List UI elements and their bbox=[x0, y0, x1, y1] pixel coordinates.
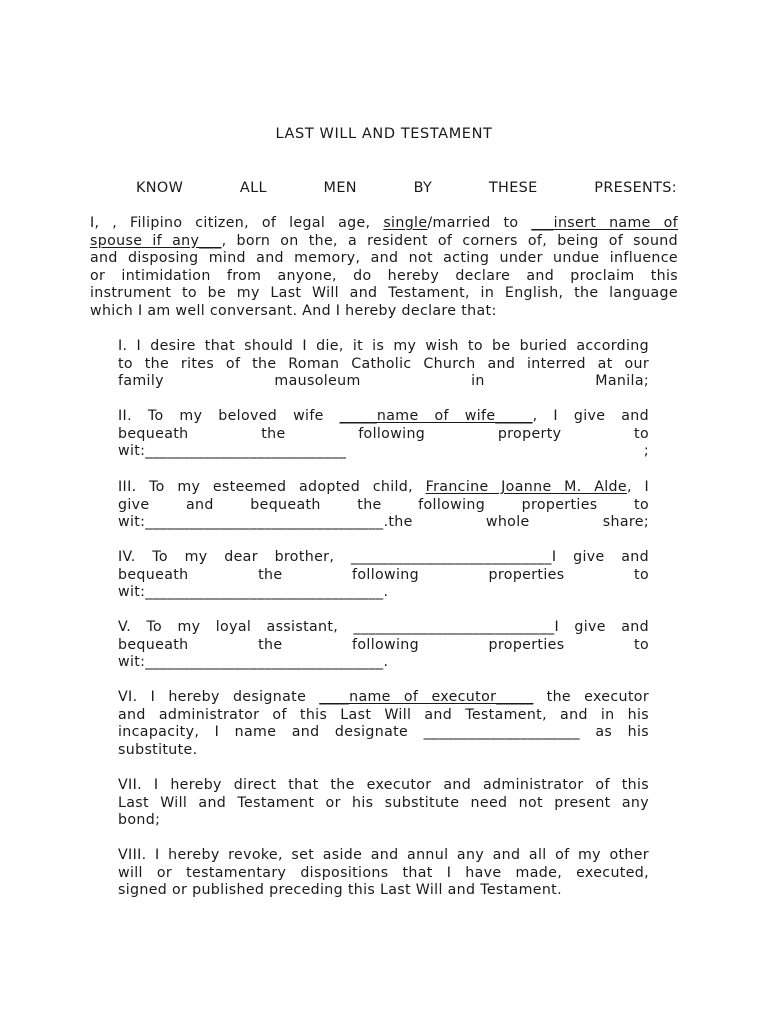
text-run: II. To my beloved wife bbox=[118, 408, 340, 424]
clause-line bbox=[118, 689, 649, 707]
text-run: III. To my esteemed adopted child, bbox=[118, 479, 426, 495]
clause-line: VII. I hereby direct that the executor and administrator of this bbox=[118, 777, 649, 793]
clause-line: wit:________________________________. bbox=[118, 584, 389, 601]
clause-line: to the rites of the Roman Catholic Church and interred at our bbox=[118, 355, 649, 372]
intro-line: and disposing mind and memory, and not acting under undue influence bbox=[90, 250, 678, 267]
text-run: the executor bbox=[533, 689, 649, 705]
text-run: VI. I hereby designate bbox=[118, 689, 320, 705]
kaml-word: BY bbox=[413, 180, 433, 196]
kaml-word: THESE bbox=[488, 180, 538, 196]
kaml-word: PRESENTS: bbox=[594, 180, 677, 196]
clause-line: wit:________________________________.the whole share; bbox=[118, 514, 649, 531]
text-run: I, , Filipino citizen, of legal age, bbox=[90, 215, 384, 231]
intro-line bbox=[90, 215, 678, 233]
clause-line bbox=[118, 479, 649, 497]
document-title: LAST WILL AND TESTAMENT bbox=[275, 126, 493, 142]
clause-line: wit:___________________________ ; bbox=[118, 443, 649, 460]
clause-line: I. I desire that should I die, it is my wish to be buried according bbox=[118, 338, 649, 354]
clause-1 bbox=[118, 338, 649, 391]
text-run: single bbox=[383, 215, 428, 231]
clause-line: IV. To my dear brother, ___________________________I give and bbox=[118, 549, 649, 565]
clause-line: Last Will and Testament or his substitute need not present any bbox=[118, 794, 649, 811]
clause-line: V. To my loyal assistant, ___________________________I give and bbox=[118, 619, 649, 635]
clause-line: bequeath the following properties to bbox=[118, 566, 649, 583]
text-run: spouse if any___ bbox=[90, 232, 222, 249]
clause-line bbox=[118, 408, 649, 426]
clause-line: family mausoleum in Manila; bbox=[118, 373, 649, 390]
clause-line: and administrator of this Last Will and Testament, and in his bbox=[118, 706, 649, 723]
clause-7 bbox=[118, 777, 649, 830]
clause-line: bequeath the following properties to bbox=[118, 636, 649, 653]
clause-line: will or testamentary dispositions that I have made, executed, bbox=[118, 864, 649, 881]
kaml-word: ALL bbox=[239, 180, 267, 196]
text-run: , I bbox=[626, 479, 649, 495]
text-run: , I give and bbox=[532, 408, 649, 424]
text-run: /married to bbox=[427, 215, 532, 231]
clause-line: bequeath the following property to bbox=[118, 425, 649, 442]
clause-line: signed or published preceding this Last Will and Testament. bbox=[118, 882, 562, 899]
intro-line: instrument to be my Last Will and Testament, in English, the language bbox=[90, 285, 678, 302]
kaml-word: KNOW bbox=[136, 180, 184, 196]
text-run: _____name of wife_____ bbox=[339, 408, 533, 424]
text-run: ____name of executor_____ bbox=[319, 689, 534, 705]
clause-line: substitute. bbox=[118, 741, 198, 758]
intro-line: which I am well conversant. And I hereby declare that: bbox=[90, 302, 497, 319]
clause-6 bbox=[118, 689, 649, 759]
text-run: ___insert name of bbox=[531, 215, 678, 231]
clause-line: VIII. I hereby revoke, set aside and annul any and all of my other bbox=[118, 847, 649, 863]
clause-line: give and bequeath the following properties to bbox=[118, 496, 649, 513]
clause-5 bbox=[118, 619, 649, 672]
clause-8 bbox=[118, 847, 649, 900]
clause-line: incapacity, I name and designate _____________________ as his bbox=[118, 724, 649, 741]
kaml-word: MEN bbox=[323, 180, 357, 196]
text-run: , born on the, a resident of corners of, being of sound bbox=[221, 232, 678, 249]
clause-2 bbox=[118, 408, 649, 461]
intro-line bbox=[90, 233, 678, 251]
clause-line: bond; bbox=[118, 812, 161, 829]
text-run: Francine Joanne M. Alde bbox=[425, 479, 627, 495]
intro-paragraph bbox=[90, 215, 678, 321]
clause-4 bbox=[118, 549, 649, 602]
know-all-men-line bbox=[136, 180, 677, 198]
intro-line: or intimidation from anyone, do hereby declare and proclaim this bbox=[90, 267, 678, 284]
clause-line: wit:________________________________. bbox=[118, 654, 389, 671]
clause-3 bbox=[118, 479, 649, 532]
